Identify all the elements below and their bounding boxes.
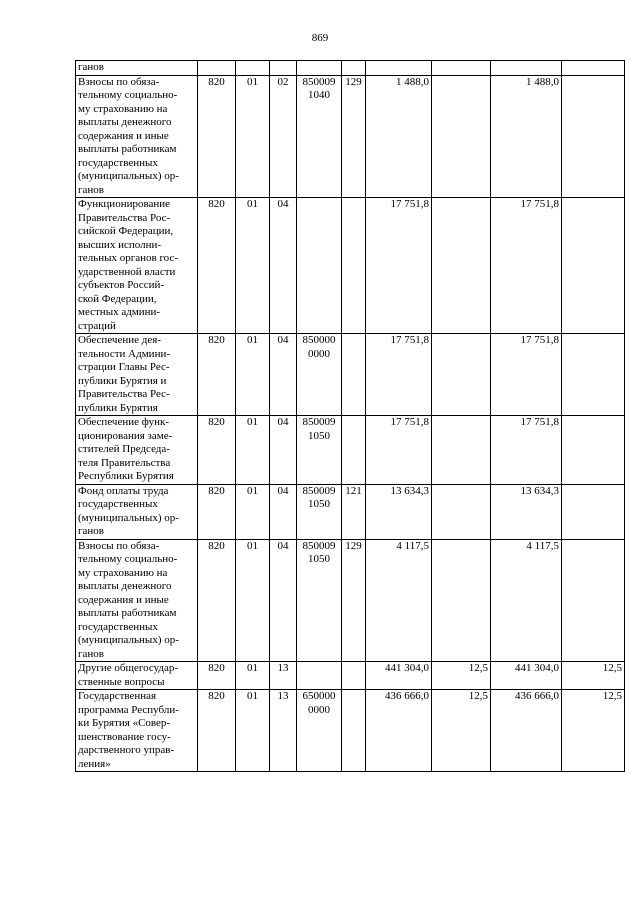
- row-name-cell-line: ки Бурятия «Совер-: [78, 717, 171, 729]
- row-name-cell-line: (муниципальных) ор-: [78, 634, 179, 646]
- program-code-cell: [297, 75, 342, 198]
- row-name-cell-line: тельных органов гос-: [78, 252, 179, 264]
- subsection-code-cell: 04: [270, 416, 297, 485]
- subsection-code-cell: 04: [270, 484, 297, 539]
- row-name-cell-line: му страхованию на: [78, 102, 168, 115]
- expense-type-code-cell: [342, 61, 366, 76]
- amount-year2-extra-cell: [562, 61, 625, 76]
- amount-year2-cell: 17 751,8: [491, 416, 562, 485]
- table-row: [76, 416, 625, 485]
- row-name-cell-line: ственные вопросы: [78, 675, 165, 688]
- program-code-cell-line: 0000: [308, 703, 330, 716]
- program-code-cell-line: 850009: [302, 75, 336, 88]
- subsection-code-cell: 04: [270, 539, 297, 662]
- row-name-cell-line: Государственная: [78, 690, 157, 702]
- row-name-cell: [76, 539, 198, 662]
- expense-type-code-cell: [342, 416, 366, 485]
- table-row: [76, 484, 625, 539]
- program-code-cell: [297, 198, 342, 334]
- amount-year2-extra-cell: [562, 416, 625, 485]
- expense-type-code-cell: [342, 198, 366, 334]
- row-name-cell-line: выплаты работникам: [78, 607, 177, 619]
- row-name-cell: [76, 334, 198, 416]
- row-name-cell-line: Правительства Рос-: [78, 211, 171, 224]
- row-name-cell-line: высших исполни-: [78, 238, 162, 251]
- row-name-cell: [76, 662, 198, 690]
- amount-year2-extra-cell: [562, 198, 625, 334]
- row-name-cell-line: государственных: [78, 620, 158, 633]
- amount-year1-cell: 13 634,3: [366, 484, 432, 539]
- amount-year2-cell: 17 751,8: [491, 198, 562, 334]
- subsection-code-cell: 04: [270, 334, 297, 416]
- program-code-cell-line: 1050: [308, 553, 330, 565]
- row-name-cell-line: государственных: [78, 156, 158, 169]
- row-name-cell-line: (муниципальных) ор-: [78, 170, 179, 182]
- row-name-cell-line: стителей Председа-: [78, 443, 170, 455]
- amount-year2-extra-cell: [562, 539, 625, 662]
- amount-year1-cell: 436 666,0: [366, 690, 432, 772]
- row-name-cell: [76, 690, 198, 772]
- row-name-cell-line: Функционирование: [78, 198, 171, 210]
- row-name-cell-line: страций: [78, 319, 116, 332]
- row-name-cell-line: ганов: [78, 61, 104, 73]
- row-name-cell: [76, 416, 198, 485]
- adm-code-cell: 820: [198, 662, 236, 690]
- amount-year2-cell: 4 117,5: [491, 539, 562, 662]
- row-name-cell-line: (муниципальных) ор-: [78, 511, 179, 524]
- adm-code-cell: 820: [198, 334, 236, 416]
- program-code-cell-line: 1050: [308, 429, 330, 442]
- program-code-cell: [297, 539, 342, 662]
- amount-year1-extra-cell: [432, 334, 491, 416]
- table-row: [76, 690, 625, 772]
- row-name-cell-line: ганов: [78, 647, 104, 660]
- row-name-cell-line: ганов: [78, 525, 104, 537]
- row-name-cell-line: ударственной власти: [78, 265, 176, 278]
- row-name-cell-line: ционирования заме-: [78, 429, 173, 442]
- amount-year2-cell: 1 488,0: [491, 75, 562, 198]
- row-name-cell-line: Обеспечение дея-: [78, 334, 161, 346]
- amount-year1-extra-cell: [432, 484, 491, 539]
- adm-code-cell: 820: [198, 484, 236, 539]
- program-code-cell-line: 650000: [302, 690, 336, 702]
- row-name-cell-line: субъектов Россий-: [78, 279, 165, 291]
- amount-year2-extra-cell: [562, 334, 625, 416]
- section-code-cell: 01: [236, 75, 270, 198]
- section-code-cell: 01: [236, 690, 270, 772]
- row-name-cell-line: Фонд оплаты труда: [78, 484, 169, 497]
- amount-year2-extra-cell: 12,5: [562, 690, 625, 772]
- amount-year2-cell: 441 304,0: [491, 662, 562, 690]
- program-code-cell: [297, 690, 342, 772]
- program-code-cell-line: 1040: [308, 89, 330, 101]
- section-code-cell: 01: [236, 198, 270, 334]
- row-name-cell-line: тельному социально-: [78, 89, 178, 101]
- row-name-cell-line: Взносы по обяза-: [78, 539, 160, 552]
- row-name-cell-line: тельности Админи-: [78, 347, 171, 360]
- expense-type-code-cell: [342, 690, 366, 772]
- amount-year1-cell: 17 751,8: [366, 198, 432, 334]
- amount-year1-extra-cell: [432, 198, 491, 334]
- row-name-cell: [76, 198, 198, 334]
- row-name-cell: [76, 75, 198, 198]
- row-name-cell-line: содержания и иные: [78, 129, 169, 142]
- row-name-cell-line: Правительства Рес-: [78, 388, 170, 400]
- row-name-cell-line: публики Бурятия и: [78, 374, 167, 387]
- table-row: [76, 198, 625, 334]
- amount-year1-cell: [366, 61, 432, 76]
- adm-code-cell: 820: [198, 416, 236, 485]
- subsection-code-cell: 13: [270, 662, 297, 690]
- row-name-cell-line: ления»: [78, 757, 111, 770]
- row-name-cell-line: Взносы по обяза-: [78, 75, 160, 88]
- subsection-code-cell: [270, 61, 297, 76]
- amount-year2-cell: 13 634,3: [491, 484, 562, 539]
- row-name-cell-line: публики Бурятия: [78, 401, 158, 414]
- table-row: [76, 334, 625, 416]
- adm-code-cell: [198, 61, 236, 76]
- row-name-cell-line: программа Республи-: [78, 703, 179, 716]
- row-name-cell-line: дарственного управ-: [78, 744, 175, 756]
- expense-type-code-cell: [342, 334, 366, 416]
- amount-year1-extra-cell: [432, 75, 491, 198]
- amount-year1-extra-cell: [432, 416, 491, 485]
- row-name-cell-line: Обеспечение функ-: [78, 416, 169, 428]
- amount-year1-cell: 441 304,0: [366, 662, 432, 690]
- table-row: [76, 75, 625, 198]
- subsection-code-cell: 04: [270, 198, 297, 334]
- amount-year1-cell: 17 751,8: [366, 334, 432, 416]
- expense-type-code-cell: 121: [342, 484, 366, 539]
- row-name-cell-line: сийской Федерации,: [78, 225, 174, 237]
- row-name-cell-line: страции Главы Рес-: [78, 361, 170, 373]
- row-name-cell-line: теля Правительства: [78, 456, 171, 469]
- row-name-cell-line: Другие общегосудар-: [78, 662, 179, 674]
- amount-year2-extra-cell: [562, 484, 625, 539]
- amount-year2-cell: 436 666,0: [491, 690, 562, 772]
- row-name-cell-line: му страхованию на: [78, 566, 168, 579]
- program-code-cell: [297, 61, 342, 76]
- amount-year2-cell: 17 751,8: [491, 334, 562, 416]
- row-name-cell-line: ганов: [78, 183, 104, 196]
- expense-type-code-cell: [342, 662, 366, 690]
- row-name-cell-line: Республики Бурятия: [78, 470, 174, 482]
- section-code-cell: 01: [236, 484, 270, 539]
- table-row: [76, 61, 625, 76]
- program-code-cell-line: 850009: [302, 484, 336, 497]
- program-code-cell-line: 850000: [302, 334, 336, 346]
- section-code-cell: 01: [236, 334, 270, 416]
- table-row: [76, 539, 625, 662]
- program-code-cell: [297, 416, 342, 485]
- row-name-cell-line: выплаты денежного: [78, 580, 172, 592]
- adm-code-cell: 820: [198, 75, 236, 198]
- adm-code-cell: 820: [198, 198, 236, 334]
- amount-year1-extra-cell: [432, 539, 491, 662]
- row-name-cell-line: тельному социально-: [78, 553, 178, 565]
- row-name-cell-line: государственных: [78, 498, 158, 510]
- program-code-cell-line: 0000: [308, 347, 330, 360]
- program-code-cell-line: 1050: [308, 498, 330, 510]
- program-code-cell: [297, 484, 342, 539]
- program-code-cell-line: 850009: [302, 539, 336, 552]
- amount-year1-extra-cell: [432, 61, 491, 76]
- row-name-cell: [76, 484, 198, 539]
- amount-year2-extra-cell: 12,5: [562, 662, 625, 690]
- row-name-cell: [76, 61, 198, 76]
- amount-year1-cell: 4 117,5: [366, 539, 432, 662]
- row-name-cell-line: ской Федерации,: [78, 292, 157, 305]
- amount-year2-cell: [491, 61, 562, 76]
- section-code-cell: 01: [236, 416, 270, 485]
- amount-year1-cell: 1 488,0: [366, 75, 432, 198]
- subsection-code-cell: 13: [270, 690, 297, 772]
- row-name-cell-line: содержания и иные: [78, 593, 169, 606]
- budget-table-body: [76, 61, 625, 772]
- row-name-cell-line: выплаты денежного: [78, 116, 172, 128]
- row-name-cell-line: шенствование госу-: [78, 730, 171, 743]
- row-name-cell-line: выплаты работникам: [78, 143, 177, 155]
- expense-type-code-cell: 129: [342, 75, 366, 198]
- subsection-code-cell: 02: [270, 75, 297, 198]
- amount-year1-extra-cell: 12,5: [432, 662, 491, 690]
- table-row: [76, 662, 625, 690]
- row-name-cell-line: местных админи-: [78, 306, 161, 318]
- adm-code-cell: 820: [198, 539, 236, 662]
- section-code-cell: 01: [236, 662, 270, 690]
- amount-year1-cell: 17 751,8: [366, 416, 432, 485]
- section-code-cell: 01: [236, 539, 270, 662]
- program-code-cell: [297, 334, 342, 416]
- amount-year1-extra-cell: 12,5: [432, 690, 491, 772]
- amount-year2-extra-cell: [562, 75, 625, 198]
- adm-code-cell: 820: [198, 690, 236, 772]
- section-code-cell: [236, 61, 270, 76]
- program-code-cell: [297, 662, 342, 690]
- page-number: 869: [311, 32, 329, 44]
- expense-type-code-cell: 129: [342, 539, 366, 662]
- program-code-cell-line: 850009: [302, 416, 336, 428]
- budget-table: [75, 60, 625, 772]
